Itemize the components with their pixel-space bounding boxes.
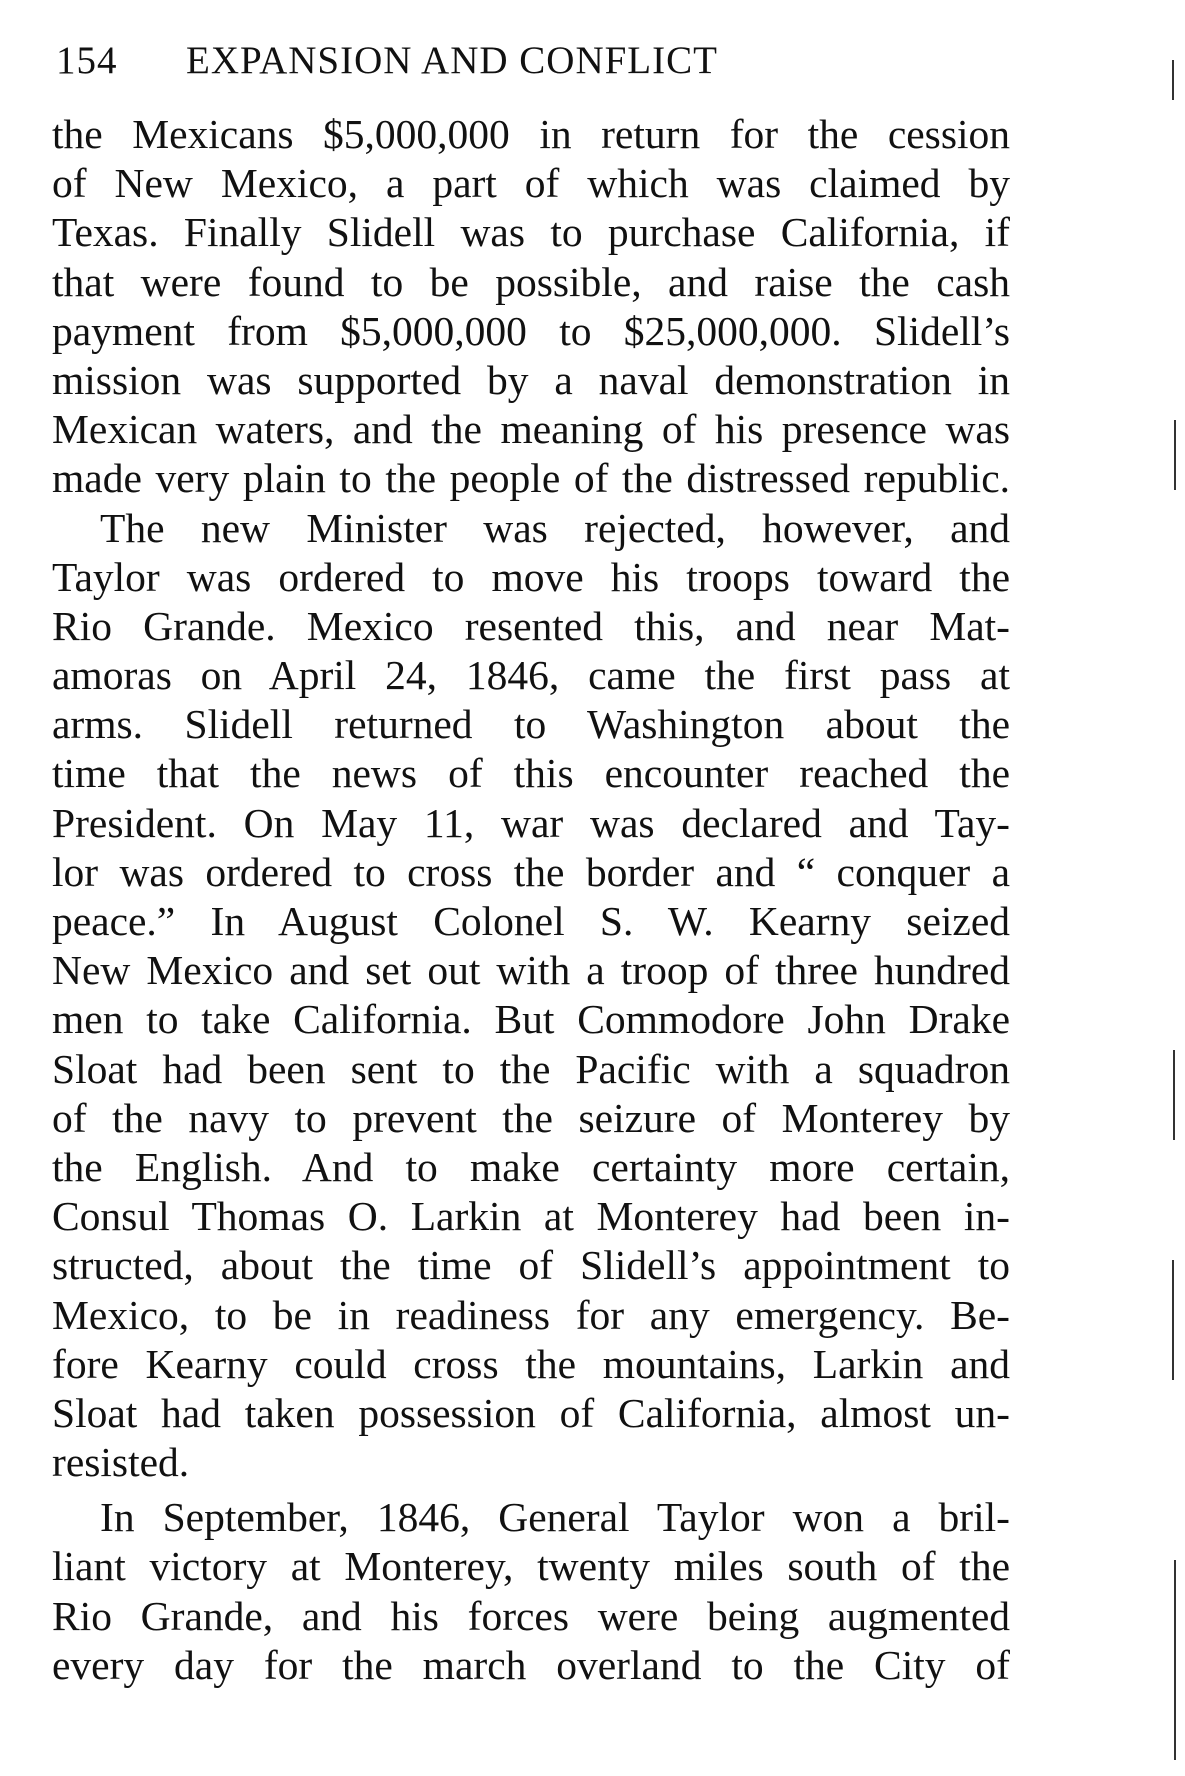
paragraph bbox=[52, 110, 1010, 504]
text-line: President. On May 11, war was declared and Tay- bbox=[52, 799, 1010, 846]
text-line: The new Minister was rejected, however, and bbox=[100, 504, 1010, 551]
text-line: Mexico, to be in readiness for any emergency. Be- bbox=[52, 1291, 1010, 1338]
text-line: the English. And to make certainty more certain, bbox=[52, 1143, 1010, 1190]
text-line: liant victory at Monterey, twenty miles south of the bbox=[52, 1543, 1010, 1590]
text-line: resisted. bbox=[52, 1439, 190, 1486]
text-line: Mexican waters, and the meaning of his presence was bbox=[52, 406, 1010, 453]
text-line: Sloat had been sent to the Pacific with a squadron bbox=[52, 1045, 1010, 1092]
body-text bbox=[52, 110, 1010, 1690]
text-line: Texas. Finally Slidell was to purchase California, if bbox=[52, 209, 1010, 256]
running-title: EXPANSION AND CONFLICT bbox=[186, 39, 718, 82]
text-line: every day for the march overland to the City of bbox=[52, 1641, 1010, 1688]
text-line: of the navy to prevent the seizure of Monterey by bbox=[52, 1094, 1010, 1141]
paragraph bbox=[52, 504, 1010, 1488]
text-line: Taylor was ordered to move his troops toward the bbox=[52, 553, 1010, 600]
text-line: mission was supported by a naval demonstration in bbox=[52, 356, 1010, 403]
text-line: peace.” In August Colonel S. W. Kearny seized bbox=[52, 898, 1010, 944]
text-line: lor was ordered to cross the border and “ conquer a bbox=[52, 848, 1010, 895]
text-line: Rio Grande, and his forces were being augmented bbox=[52, 1592, 1010, 1639]
scan-margin-mark bbox=[1174, 420, 1176, 490]
text-line: made very plain to the people of the distressed republic. bbox=[52, 455, 1010, 502]
page-header bbox=[56, 36, 1016, 86]
text-line: arms. Slidell returned to Washington about the bbox=[52, 701, 1010, 748]
paragraph bbox=[52, 1493, 1010, 1690]
scan-margin-mark bbox=[1174, 1560, 1176, 1760]
text-line: In September, 1846, General Taylor won a bril- bbox=[100, 1494, 1010, 1541]
text-line: Consul Thomas O. Larkin at Monterey had been in- bbox=[52, 1193, 1010, 1240]
text-line: the Mexicans $5,000,000 in return for the cession bbox=[52, 111, 1010, 157]
scan-margin-mark bbox=[1172, 60, 1174, 100]
page-number: 154 bbox=[56, 39, 118, 82]
text-line: structed, about the time of Slidell’s appointment to bbox=[52, 1242, 1010, 1289]
text-line: Sloat had taken possession of California, almost un- bbox=[52, 1389, 1010, 1436]
text-line: that were found to be possible, and raise the cash bbox=[52, 258, 1010, 305]
scan-margin-mark bbox=[1173, 1050, 1175, 1140]
text-line: payment from $5,000,000 to $25,000,000. Slidell’s bbox=[52, 307, 1010, 354]
text-line: New Mexico and set out with a troop of three hundred bbox=[52, 947, 1010, 994]
scan-margin-mark bbox=[1172, 1260, 1174, 1380]
text-line: Rio Grande. Mexico resented this, and near Mat- bbox=[52, 602, 1010, 649]
text-line: time that the news of this encounter reached the bbox=[52, 750, 1010, 797]
text-line: amoras on April 24, 1846, came the first pass at bbox=[52, 652, 1010, 699]
text-line: fore Kearny could cross the mountains, Larkin and bbox=[52, 1340, 1010, 1387]
text-line: men to take California. But Commodore John Drake bbox=[52, 996, 1010, 1043]
text-line: of New Mexico, a part of which was claimed by bbox=[52, 160, 1010, 207]
